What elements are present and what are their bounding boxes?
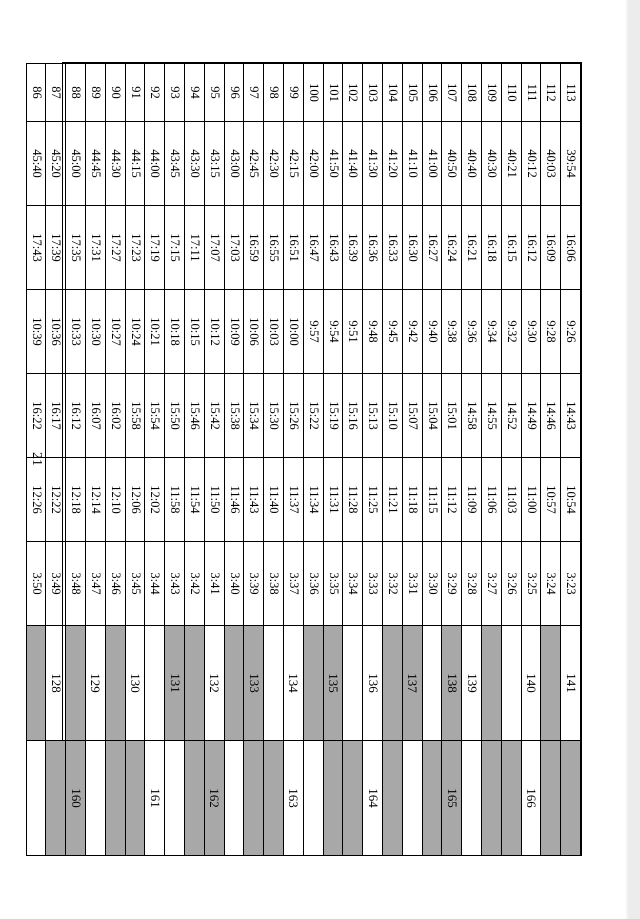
cell-col-4: 15:04 (422, 374, 442, 458)
cell-col-2: 16:24 (442, 206, 462, 290)
cell-col-1: 43:15 (204, 122, 224, 206)
cell-col8-group (501, 741, 521, 856)
cell-row-number: 113 (561, 64, 581, 122)
cell-row-number: 109 (482, 64, 502, 122)
cell-row-number: 86 (26, 64, 46, 122)
cell-col-2: 16:55 (264, 206, 284, 290)
table-row (26, 64, 46, 856)
cell-row-number: 101 (323, 64, 343, 122)
cell-col-6: 3:29 (442, 542, 462, 626)
table-row (224, 64, 244, 856)
cell-col7-group (66, 626, 86, 741)
cell-col-1: 44:00 (145, 122, 165, 206)
cell-col-5: 11:58 (165, 458, 185, 542)
cell-col-6: 3:36 (303, 542, 323, 626)
table-row (284, 64, 304, 856)
cell-col7-group: 140 (521, 626, 541, 741)
cell-col-5: 11:31 (323, 458, 343, 542)
cell-col-2: 16:30 (402, 206, 422, 290)
cell-col7-group (264, 626, 284, 741)
cell-col7-group (224, 626, 244, 741)
cell-col-6: 3:48 (66, 542, 86, 626)
cell-col8-group (383, 741, 403, 856)
cell-col7-group: 136 (363, 626, 383, 741)
cell-col-1: 43:00 (224, 122, 244, 206)
cell-col-2: 17:07 (204, 206, 224, 290)
cell-col-1: 41:00 (422, 122, 442, 206)
cell-col-6: 3:39 (244, 542, 264, 626)
cell-row-number: 108 (462, 64, 482, 122)
cell-col-4: 15:16 (343, 374, 363, 458)
cell-col-5: 11:09 (462, 458, 482, 542)
cell-col-3: 10:15 (185, 290, 205, 374)
table-row (501, 64, 521, 856)
cell-row-number: 102 (343, 64, 363, 122)
table-row (541, 64, 561, 856)
cell-col-5: 11:50 (204, 458, 224, 542)
cell-col8-group: 166 (521, 741, 541, 856)
table-row (462, 64, 482, 856)
table-row (244, 64, 264, 856)
cell-col-4: 15:54 (145, 374, 165, 458)
cell-col8-group (482, 741, 502, 856)
cell-col-4: 14:58 (462, 374, 482, 458)
table-row (422, 64, 442, 856)
cell-col7-group: 139 (462, 626, 482, 741)
cell-col-3: 10:36 (46, 290, 66, 374)
cell-col8-group (323, 741, 343, 856)
cell-row-number: 90 (105, 64, 125, 122)
cell-col-6: 3:43 (165, 542, 185, 626)
cell-col7-group: 134 (284, 626, 304, 741)
cell-col-5: 11:46 (224, 458, 244, 542)
cell-col8-group (264, 741, 284, 856)
cell-col-1: 43:45 (165, 122, 185, 206)
cell-col-2: 17:39 (46, 206, 66, 290)
cell-col8-group (125, 741, 145, 856)
cell-col-6: 3:30 (422, 542, 442, 626)
cell-col-6: 3:32 (383, 542, 403, 626)
cell-col-1: 42:45 (244, 122, 264, 206)
timing-table-frame (29, 62, 582, 856)
cell-col-5: 12:14 (86, 458, 106, 542)
cell-col-3: 9:30 (521, 290, 541, 374)
cell-col8-group: 164 (363, 741, 383, 856)
cell-col-3: 9:40 (422, 290, 442, 374)
timing-table-body (26, 64, 580, 856)
table-row (165, 64, 185, 856)
cell-col8-group: 162 (204, 741, 224, 856)
cell-col-2: 17:23 (125, 206, 145, 290)
cell-col-5: 12:06 (125, 458, 145, 542)
cell-col-5: 10:54 (561, 458, 581, 542)
cell-col8-group (561, 741, 581, 856)
cell-col-5: 12:22 (46, 458, 66, 542)
cell-col-3: 10:21 (145, 290, 165, 374)
cell-col8-group (105, 741, 125, 856)
cell-col-2: 17:11 (185, 206, 205, 290)
cell-row-number: 97 (244, 64, 264, 122)
table-row (264, 64, 284, 856)
cell-col-1: 44:15 (125, 122, 145, 206)
cell-col7-group (145, 626, 165, 741)
cell-col-5: 11:15 (422, 458, 442, 542)
cell-col8-group: 165 (442, 741, 462, 856)
cell-col-1: 40:21 (501, 122, 521, 206)
cell-col-4: 15:58 (125, 374, 145, 458)
table-row (561, 64, 581, 856)
cell-col-5: 11:03 (501, 458, 521, 542)
cell-col-5: 11:54 (185, 458, 205, 542)
cell-col-2: 16:36 (363, 206, 383, 290)
cell-col-5: 12:26 (26, 458, 46, 542)
cell-col8-group (165, 741, 185, 856)
cell-col-1: 42:00 (303, 122, 323, 206)
cell-col-5: 11:25 (363, 458, 383, 542)
cell-col-3: 9:32 (501, 290, 521, 374)
cell-col-6: 3:38 (264, 542, 284, 626)
cell-col-4: 15:30 (264, 374, 284, 458)
cell-col-6: 3:34 (343, 542, 363, 626)
cell-col-1: 44:45 (86, 122, 106, 206)
cell-col-4: 16:07 (86, 374, 106, 458)
cell-col7-group: 135 (323, 626, 343, 741)
cell-col8-group (185, 741, 205, 856)
cell-col-4: 14:43 (561, 374, 581, 458)
cell-col-4: 16:12 (66, 374, 86, 458)
cell-col-4: 14:55 (482, 374, 502, 458)
cell-col-2: 16:43 (323, 206, 343, 290)
cell-col-3: 10:00 (284, 290, 304, 374)
cell-row-number: 95 (204, 64, 224, 122)
table-row (363, 64, 383, 856)
cell-col-2: 16:12 (521, 206, 541, 290)
cell-col-3: 9:26 (561, 290, 581, 374)
cell-row-number: 96 (224, 64, 244, 122)
cell-row-number: 107 (442, 64, 462, 122)
table-row (442, 64, 462, 856)
cell-col-2: 17:15 (165, 206, 185, 290)
cell-col-2: 16:33 (383, 206, 403, 290)
cell-col7-group: 133 (244, 626, 264, 741)
cell-col-6: 3:40 (224, 542, 244, 626)
cell-col7-group (343, 626, 363, 741)
cell-col-4: 16:17 (46, 374, 66, 458)
cell-col-4: 15:42 (204, 374, 224, 458)
cell-row-number: 106 (422, 64, 442, 122)
cell-col-4: 15:07 (402, 374, 422, 458)
cell-col7-group: 137 (402, 626, 422, 741)
cell-col-6: 3:37 (284, 542, 304, 626)
cell-col-6: 3:31 (402, 542, 422, 626)
cell-col-3: 9:54 (323, 290, 343, 374)
cell-col-5: 12:10 (105, 458, 125, 542)
cell-col-5: 11:00 (521, 458, 541, 542)
timing-table-rotated (29, 63, 581, 855)
cell-col-3: 10:03 (264, 290, 284, 374)
cell-col7-group: 130 (125, 626, 145, 741)
cell-col7-group (383, 626, 403, 741)
cell-col-1: 45:20 (46, 122, 66, 206)
cell-col-6: 3:27 (482, 542, 502, 626)
cell-col-5: 11:43 (244, 458, 264, 542)
cell-col-2: 16:39 (343, 206, 363, 290)
cell-col-5: 11:18 (402, 458, 422, 542)
table-row (521, 64, 541, 856)
cell-col-2: 17:27 (105, 206, 125, 290)
cell-col-2: 16:21 (462, 206, 482, 290)
cell-col-1: 40:12 (521, 122, 541, 206)
cell-col-1: 40:40 (462, 122, 482, 206)
cell-col-4: 15:46 (185, 374, 205, 458)
cell-col7-group: 141 (561, 626, 581, 741)
cell-row-number: 100 (303, 64, 323, 122)
cell-row-number: 91 (125, 64, 145, 122)
cell-col-1: 41:50 (323, 122, 343, 206)
cell-col-3: 10:39 (26, 290, 46, 374)
cell-col-1: 41:30 (363, 122, 383, 206)
cell-col-4: 15:13 (363, 374, 383, 458)
cell-col-2: 16:15 (501, 206, 521, 290)
cell-col-2: 16:06 (561, 206, 581, 290)
cell-col7-group: 132 (204, 626, 224, 741)
cell-col-4: 15:01 (442, 374, 462, 458)
cell-col7-group (26, 626, 46, 741)
cell-col-3: 10:27 (105, 290, 125, 374)
cell-col-3: 10:33 (66, 290, 86, 374)
cell-col7-group: 128 (46, 626, 66, 741)
cell-col7-group (422, 626, 442, 741)
cell-row-number: 88 (66, 64, 86, 122)
cell-col-2: 16:59 (244, 206, 264, 290)
cell-col-2: 16:51 (284, 206, 304, 290)
cell-row-number: 92 (145, 64, 165, 122)
cell-col-4: 16:22 (26, 374, 46, 458)
cell-col-6: 3:33 (363, 542, 383, 626)
cell-col-6: 3:35 (323, 542, 343, 626)
cell-col7-group (185, 626, 205, 741)
cell-row-number: 89 (86, 64, 106, 122)
cell-col-3: 9:34 (482, 290, 502, 374)
cell-row-number: 104 (383, 64, 403, 122)
cell-col7-group (303, 626, 323, 741)
cell-col-6: 3:42 (185, 542, 205, 626)
cell-col8-group (343, 741, 363, 856)
cell-row-number: 111 (521, 64, 541, 122)
cell-col-3: 10:30 (86, 290, 106, 374)
cell-col-3: 10:12 (204, 290, 224, 374)
cell-col8-group: 160 (66, 741, 86, 856)
cell-col-3: 9:51 (343, 290, 363, 374)
cell-col7-group (501, 626, 521, 741)
cell-col-1: 42:15 (284, 122, 304, 206)
cell-col-1: 42:30 (264, 122, 284, 206)
cell-col-6: 3:44 (145, 542, 165, 626)
cell-col-6: 3:25 (521, 542, 541, 626)
cell-col-2: 17:03 (224, 206, 244, 290)
cell-col-1: 43:30 (185, 122, 205, 206)
table-row (402, 64, 422, 856)
cell-col8-group (422, 741, 442, 856)
cell-col-5: 11:34 (303, 458, 323, 542)
table-row (343, 64, 363, 856)
cell-row-number: 87 (46, 64, 66, 122)
cell-row-number: 98 (264, 64, 284, 122)
cell-col-6: 3:45 (125, 542, 145, 626)
cell-col-3: 9:36 (462, 290, 482, 374)
cell-col-4: 15:38 (224, 374, 244, 458)
cell-col-1: 41:10 (402, 122, 422, 206)
table-row (323, 64, 343, 856)
table-row (125, 64, 145, 856)
cell-col-1: 40:30 (482, 122, 502, 206)
cell-col-4: 15:19 (323, 374, 343, 458)
cell-row-number: 99 (284, 64, 304, 122)
cell-col-5: 11:40 (264, 458, 284, 542)
table-row (145, 64, 165, 856)
cell-col-6: 3:50 (26, 542, 46, 626)
page-edge (628, 0, 640, 919)
cell-col-2: 17:31 (86, 206, 106, 290)
cell-col-3: 9:57 (303, 290, 323, 374)
cell-col7-group (105, 626, 125, 741)
cell-row-number: 110 (501, 64, 521, 122)
cell-col-3: 9:48 (363, 290, 383, 374)
cell-col-1: 40:03 (541, 122, 561, 206)
cell-col-5: 12:18 (66, 458, 86, 542)
cell-col8-group (46, 741, 66, 856)
cell-col-5: 10:57 (541, 458, 561, 542)
cell-col-3: 9:38 (442, 290, 462, 374)
cell-row-number: 93 (165, 64, 185, 122)
cell-col-6: 3:24 (541, 542, 561, 626)
cell-col-1: 41:20 (383, 122, 403, 206)
cell-row-number: 103 (363, 64, 383, 122)
table-row (303, 64, 323, 856)
table-row (46, 64, 66, 856)
cell-col8-group (26, 741, 46, 856)
page-number: 21 (29, 452, 44, 466)
cell-col-2: 16:09 (541, 206, 561, 290)
cell-col-6: 3:23 (561, 542, 581, 626)
cell-col-4: 15:10 (383, 374, 403, 458)
cell-col-6: 3:28 (462, 542, 482, 626)
cell-col-3: 9:45 (383, 290, 403, 374)
cell-col-2: 16:18 (482, 206, 502, 290)
cell-col-6: 3:41 (204, 542, 224, 626)
cell-col-3: 10:18 (165, 290, 185, 374)
cell-col-5: 11:37 (284, 458, 304, 542)
cell-col8-group (244, 741, 264, 856)
cell-col7-group: 131 (165, 626, 185, 741)
cell-col7-group: 138 (442, 626, 462, 741)
cell-col8-group: 161 (145, 741, 165, 856)
cell-col8-group (462, 741, 482, 856)
table-row (204, 64, 224, 856)
cell-col-6: 3:46 (105, 542, 125, 626)
cell-col-6: 3:26 (501, 542, 521, 626)
cell-col7-group (541, 626, 561, 741)
cell-col-5: 11:12 (442, 458, 462, 542)
cell-row-number: 112 (541, 64, 561, 122)
timing-table (26, 63, 581, 856)
cell-col-1: 41:40 (343, 122, 363, 206)
cell-col-3: 10:09 (224, 290, 244, 374)
cell-col8-group (86, 741, 106, 856)
cell-col8-group (541, 741, 561, 856)
cell-col-4: 15:26 (284, 374, 304, 458)
cell-col-3: 10:06 (244, 290, 264, 374)
cell-col7-group (482, 626, 502, 741)
cell-col-4: 15:50 (165, 374, 185, 458)
cell-col-2: 17:35 (66, 206, 86, 290)
cell-col-3: 10:24 (125, 290, 145, 374)
cell-col-6: 3:49 (46, 542, 66, 626)
cell-col-4: 15:22 (303, 374, 323, 458)
cell-col8-group (402, 741, 422, 856)
cell-col-1: 44:30 (105, 122, 125, 206)
cell-col-1: 45:00 (66, 122, 86, 206)
table-row (86, 64, 106, 856)
cell-col-1: 39:54 (561, 122, 581, 206)
table-row (482, 64, 502, 856)
cell-col-4: 14:52 (501, 374, 521, 458)
cell-col-4: 14:46 (541, 374, 561, 458)
cell-col-1: 40:50 (442, 122, 462, 206)
cell-col7-group: 129 (86, 626, 106, 741)
cell-col-6: 3:47 (86, 542, 106, 626)
cell-row-number: 94 (185, 64, 205, 122)
cell-col-4: 15:34 (244, 374, 264, 458)
cell-col8-group (303, 741, 323, 856)
cell-col-4: 16:02 (105, 374, 125, 458)
cell-col-5: 11:06 (482, 458, 502, 542)
cell-col-1: 45:40 (26, 122, 46, 206)
cell-col-2: 17:19 (145, 206, 165, 290)
cell-col-5: 11:28 (343, 458, 363, 542)
cell-col-3: 9:42 (402, 290, 422, 374)
table-row (66, 64, 86, 856)
cell-row-number: 105 (402, 64, 422, 122)
cell-col-3: 9:28 (541, 290, 561, 374)
cell-col-5: 11:21 (383, 458, 403, 542)
table-row (185, 64, 205, 856)
table-row (383, 64, 403, 856)
table-row (105, 64, 125, 856)
cell-col-2: 16:47 (303, 206, 323, 290)
cell-col8-group (224, 741, 244, 856)
cell-col-5: 12:02 (145, 458, 165, 542)
cell-col-2: 17:43 (26, 206, 46, 290)
cell-col8-group: 163 (284, 741, 304, 856)
cell-col-4: 14:49 (521, 374, 541, 458)
cell-col-2: 16:27 (422, 206, 442, 290)
